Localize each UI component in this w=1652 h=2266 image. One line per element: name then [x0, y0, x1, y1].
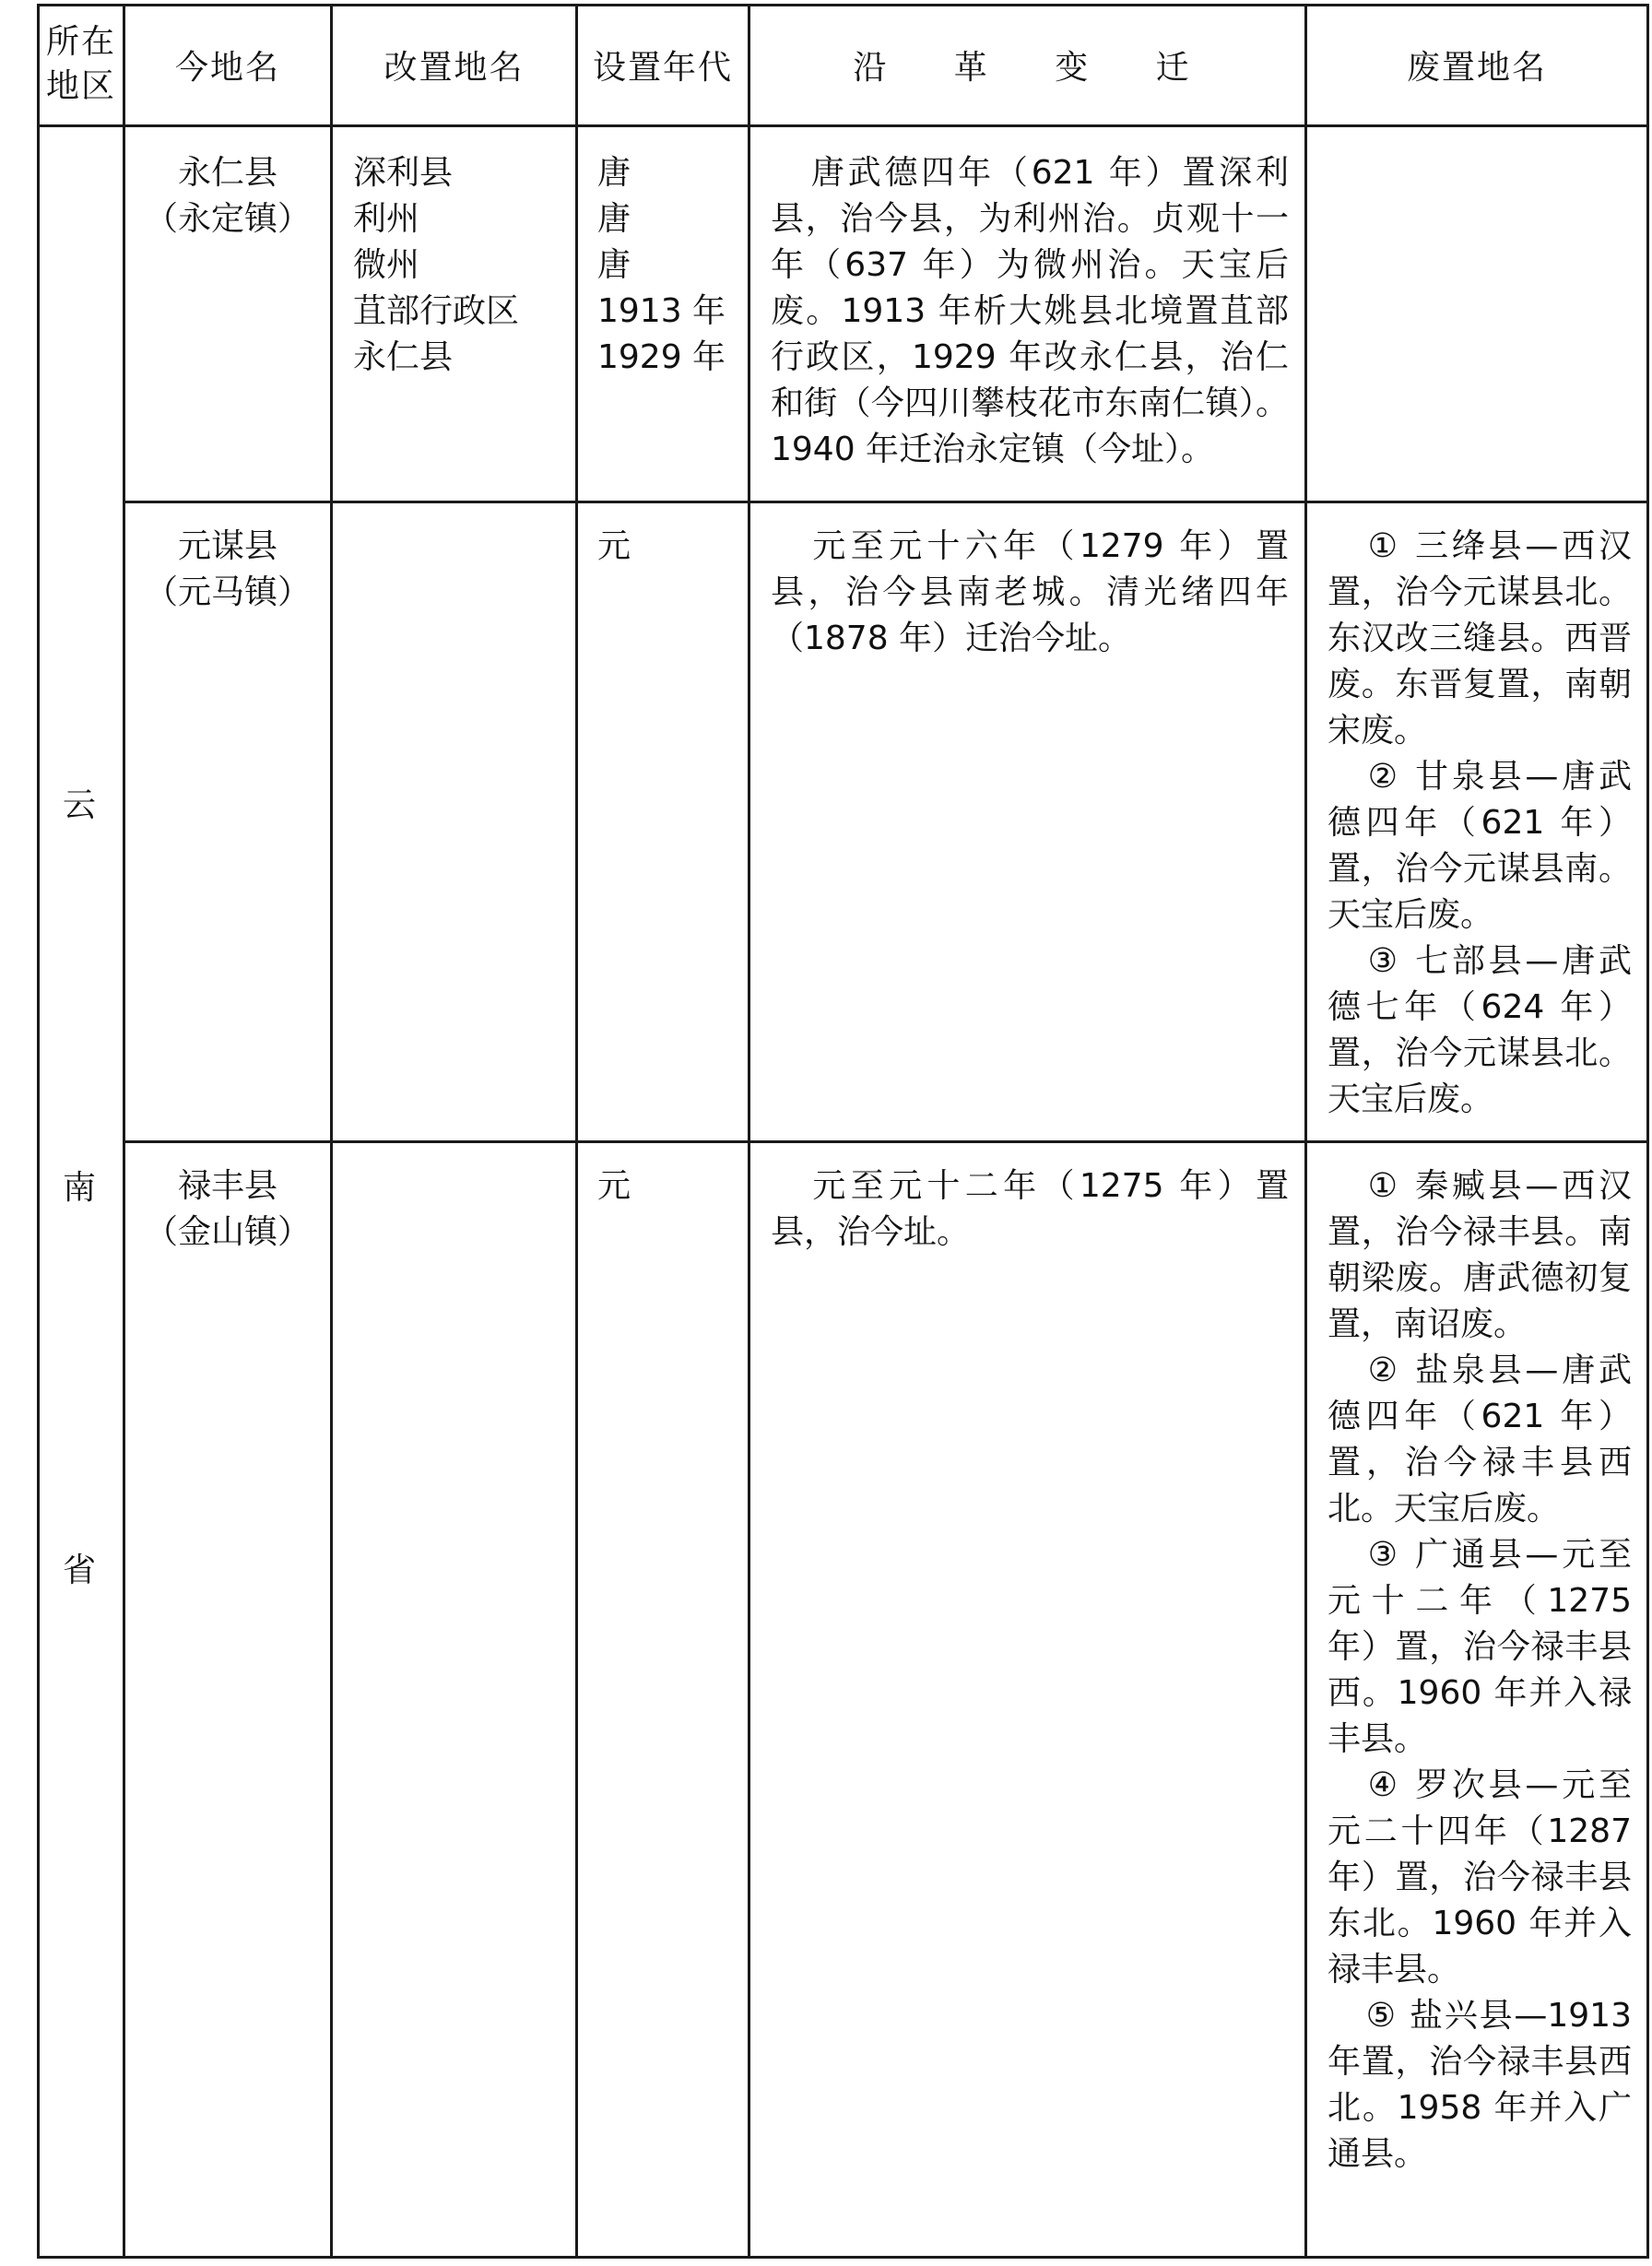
row-2-history — [771, 524, 1289, 662]
row-2-years — [597, 524, 748, 570]
header-region-line-2: 地区 — [45, 67, 116, 105]
divider-years — [748, 4, 750, 2259]
header-region — [40, 4, 123, 125]
row-1-changed-names — [353, 150, 575, 381]
abolished-text: ① 秦臧县—西汉置，治今禄丰县。南朝梁废。唐武德初复置，南诏废。 — [1328, 1167, 1632, 1343]
abolished-text: ④ 罗次县—元至元二十四年（1287 年）置，治今禄丰县东北。1960 年并入禄丰县。 — [1328, 1766, 1632, 1989]
divider-history — [1304, 4, 1307, 2259]
row-3-current-name — [125, 1163, 330, 1256]
row-1-history — [771, 150, 1289, 473]
abolished-entry — [1328, 524, 1632, 754]
header-abolished-name: 废置地名 — [1406, 48, 1547, 87]
changed-name: 深利县 — [353, 154, 454, 192]
current-name-seat: （金山镇） — [144, 1213, 311, 1251]
header-region-line-1: 所在 — [45, 23, 116, 61]
abolished-text: ② 盐泉县—唐武德四年（621 年）置，治今禄丰县西北。天宝后废。 — [1328, 1351, 1632, 1528]
history-text: 元至元十六年（1279 年）置县，治今县南老城。清光绪四年（1878 年）迁治今址。 — [771, 527, 1289, 657]
row-1-years — [597, 150, 748, 381]
region-char-1: 云 — [62, 786, 96, 824]
abolished-entry — [1328, 1163, 1632, 1348]
abolished-entry — [1328, 1532, 1632, 1763]
header-current-name: 今地名 — [174, 48, 280, 87]
abolished-text: ⑤ 盐兴县—1913 年置，治今禄丰县西北。1958 年并入广通县。 — [1328, 1997, 1632, 2173]
divider-region — [123, 4, 125, 2259]
row-1-current-name — [125, 150, 330, 242]
history-text: 元至元十二年（1275 年）置县，治今址。 — [771, 1167, 1289, 1251]
table-bottom-border — [37, 2256, 1649, 2259]
current-name-seat: （永定镇） — [144, 200, 311, 238]
year: 1913 年 — [597, 292, 726, 330]
border-right — [1646, 4, 1649, 2259]
changed-name: 永仁县 — [353, 338, 454, 376]
abolished-entry — [1328, 1993, 1632, 2177]
abolished-entry — [1328, 754, 1632, 938]
year: 1929 年 — [597, 338, 726, 376]
header-established: 设置年代 — [592, 48, 733, 87]
year: 唐 — [597, 200, 631, 238]
changed-name: 利州 — [353, 200, 420, 238]
region-char-2: 南 — [62, 1169, 96, 1207]
divider-current — [330, 4, 333, 2259]
abolished-entry — [1328, 1763, 1632, 1993]
changed-name: 苴部行政区 — [353, 292, 520, 330]
current-name: 禄丰县 — [177, 1167, 277, 1205]
abolished-entry — [1328, 938, 1632, 1123]
year: 元 — [597, 527, 631, 565]
current-name-seat: （元马镇） — [144, 573, 311, 611]
abolished-text: ② 甘泉县—唐武德四年（621 年）置，治今元谋县南。天宝后废。 — [1328, 758, 1632, 934]
region-char-3: 省 — [62, 1552, 96, 1589]
header-changed-name: 改置地名 — [384, 48, 525, 87]
year: 唐 — [597, 246, 631, 284]
history-text: 唐武德四年（621 年）置深利县，治今县，为利州治。贞观十一年（637 年）为微州治。天宝后废。1913 年析大姚县北境置苴部行政区，1929 年改永仁县，治仁和街（今四川攀枝花市东南仁镇）。1940 年迁治永定镇（今址）。 — [771, 154, 1289, 468]
row-3-years — [597, 1163, 748, 1210]
year: 元 — [597, 1167, 631, 1205]
divider-changed — [575, 4, 578, 2259]
year: 唐 — [597, 154, 631, 192]
abolished-text: ① 三绛县—西汉置，治今元谋县北。东汉改三缝县。西晋废。东晋复置，南朝宋废。 — [1328, 527, 1632, 749]
current-name: 元谋县 — [177, 527, 277, 565]
row-2-abolished — [1328, 524, 1632, 1123]
changed-name: 微州 — [353, 246, 420, 284]
current-name: 永仁县 — [177, 154, 277, 192]
row-3-abolished — [1328, 1163, 1632, 2177]
abolished-text: ③ 七部县—唐武德七年（624 年）置，治今元谋县北。天宝后废。 — [1328, 942, 1632, 1118]
abolished-entry — [1328, 1348, 1632, 1532]
row-2-bottom-border — [123, 1140, 1649, 1143]
row-3-history — [771, 1163, 1289, 1256]
border-left — [37, 4, 40, 2259]
row-1-bottom-border — [123, 501, 1649, 503]
abolished-text: ③ 广通县—元至元十二年（1275 年）置，治今禄丰县西。1960 年并入禄丰县。 — [1328, 1536, 1632, 1758]
header-history: 沿 革 变 迁 — [853, 48, 1202, 87]
row-2-current-name — [125, 524, 330, 616]
